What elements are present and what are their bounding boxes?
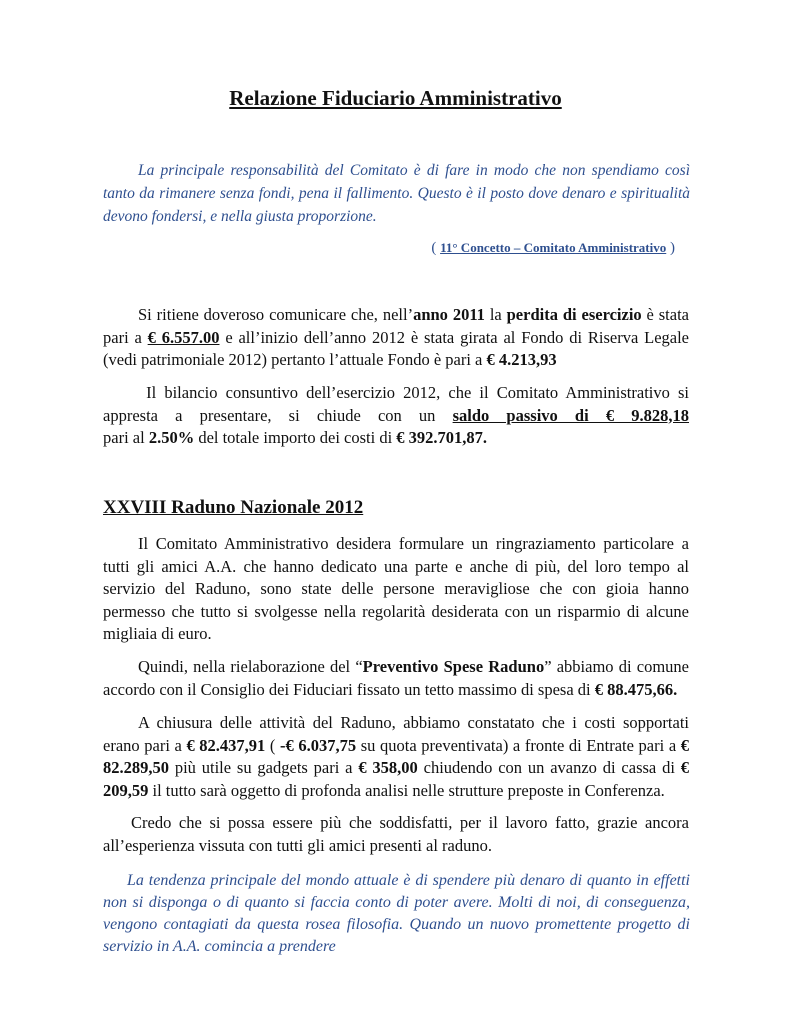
quote-source-open: (	[431, 240, 441, 256]
income-amount: € 82.289,50	[103, 735, 690, 777]
gadgets-amount: € 358,00	[358, 758, 418, 777]
total-costs: € 392.701,87.	[396, 428, 488, 447]
page-title: Relazione Fiduciario Amministrativo	[229, 86, 562, 110]
paragraph-loss-2011: Si ritiene doveroso comunicare che, nell’anno 2011 la perdita di esercizio è stata pari a € 6.557.00 e all’inizio dell’anno 2012 è stata girata al Fondo di Riserva Legale (vedi patrimoniale 2012) pertanto l’attuale Fondo è pari a € 4.213,93	[103, 305, 689, 369]
paragraph-satisfaction: Credo che si possa essere più che soddisfatti, per il lavoro fatto, grazie ancora all’esperienza vissuta con tutti gli amici presenti al raduno.	[103, 813, 689, 855]
paragraph-balance-2012: Il bilancio consuntivo dell’esercizio 2012, che il Comitato Amministrativo si appresta a presentare, si chiude con un saldo passivo di € 9.828,18 pari al 2.50% del totale importo dei costi di € 392.701,87.	[103, 383, 689, 447]
cash-surplus: € 209,59	[103, 758, 689, 800]
reserve-fund-amount: € 4.213,93	[486, 350, 557, 369]
section-title: XXVIII Raduno Nazionale 2012	[103, 497, 364, 518]
quote-source-close: )	[666, 240, 675, 256]
budget-label: Preventivo Spese Raduno	[362, 657, 545, 676]
closing-quote: La tendenza principale del mondo attuale è di spendere più denaro di quanto in effetti non si disponga o di quanto si faccia conto di poter avere. Molti di noi, di conseguenza, vengono contagiati da questa rosea filosofia. Quando un nuovo promettente progetto di servizio in A.A. comincia a prendere	[103, 872, 690, 955]
passive-balance: saldo passivo di € 9.828,18	[452, 405, 689, 425]
paragraph-budget: Quindi, nella rielaborazione del “Preventivo Spese Raduno” abbiamo di comune accordo con il Consiglio dei Fiduciari fissato un tetto massimo di spesa di € 88.475,66.	[103, 657, 690, 699]
quote-source-link: 11° Concetto – Comitato Amministrativo	[440, 240, 667, 255]
cost-difference: -€ 6.037,75	[280, 735, 357, 755]
percentage: 2.50%	[148, 428, 195, 447]
paragraph-closing-results: A chiusura delle attività del Raduno, abbiamo constatato che i costi sopportati erano pari a € 82.437,91 ( -€ 6.037,75 su quota preventivata) a fronte di Entrate pari a € 82.289,50 più utile su gadgets pari a € 358,00 chiudendo con un avanzo di cassa di € 209,59 il tutto sarà oggetto di profonda analisi nelle strutture preposte in Conferenza.	[103, 713, 690, 800]
year-2011: anno 2011	[413, 305, 485, 324]
loss-amount: € 6.557.00	[147, 327, 220, 347]
quote-source	[431, 240, 675, 257]
paragraph-thanks: Il Comitato Amministrativo desidera formulare un ringraziamento particolare a tutti gli amici A.A. che hanno dedicato una parte e anche di più, del loro tempo al servizio del Raduno, sono state delle persone meravigliose che con gioia hanno permesso che tutto si svolgesse nella regolarità desiderata con un risparmio di alcune migliaia di euro.	[103, 534, 689, 643]
total-costs-raduno: € 82.437,91	[186, 735, 266, 755]
budget-cap: € 88.475,66.	[594, 679, 678, 699]
opening-quote: La principale responsabilità del Comitato è di fare in modo che non spendiamo così tanto da rimanere senza fondi, pena il fallimento. Questo è il posto dove denaro e spiritualità devono fondersi, e nella giusta proporzione.	[103, 162, 690, 225]
loss-label: perdita di esercizio	[506, 305, 642, 324]
